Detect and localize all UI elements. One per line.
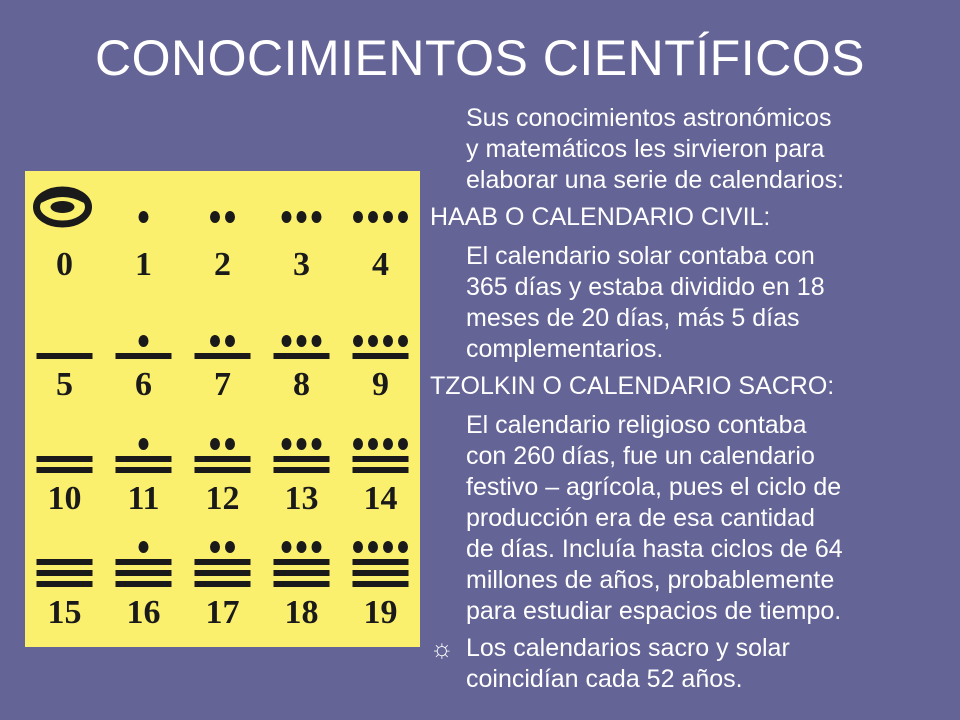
- numeral-dot: [225, 541, 235, 553]
- numeral-dot: [282, 335, 292, 347]
- numeral-bar: [195, 559, 251, 565]
- tzolkin-line: para estudiar espacios de tiempo.: [466, 597, 842, 625]
- numeral-dot: [210, 335, 220, 347]
- numeral-dot: [282, 211, 292, 223]
- numeral-label: 9: [372, 366, 389, 403]
- numeral-label: 14: [363, 480, 398, 517]
- numeral-dot: [383, 211, 393, 223]
- numeral-bar: [195, 353, 251, 359]
- numeral-dot: [210, 541, 220, 553]
- numeral-dot: [398, 541, 408, 553]
- numeral-dot: [353, 211, 363, 223]
- haab-line: complementarios.: [466, 335, 664, 363]
- numeral-dot: [383, 335, 393, 347]
- numeral-dot: [282, 541, 292, 553]
- numeral-dot: [398, 211, 408, 223]
- numeral-label: 1: [135, 246, 152, 283]
- numeral-bar: [353, 570, 409, 576]
- numeral-dot: [383, 438, 393, 450]
- numeral-bar: [274, 559, 330, 565]
- numeral-label: 4: [372, 246, 389, 283]
- numeral-bar: [274, 353, 330, 359]
- numeral-bar: [195, 570, 251, 576]
- numeral-dot: [297, 211, 307, 223]
- intro-line: y matemáticos les sirvieron para: [466, 135, 825, 163]
- numeral-dot: [368, 211, 378, 223]
- sun-bullet-icon: ☼: [430, 633, 454, 663]
- bullet-line: Los calendarios sacro y solar: [466, 634, 790, 662]
- numeral-dot: [225, 438, 235, 450]
- numeral-bar: [116, 570, 172, 576]
- tzolkin-line: de días. Incluía hasta ciclos de 64: [466, 535, 843, 563]
- slide-title: CONOCIMIENTOS CIENTÍFICOS: [95, 30, 865, 86]
- numeral-label: 3: [293, 246, 310, 283]
- numeral-bar: [37, 456, 93, 462]
- numeral-bar: [274, 456, 330, 462]
- numeral-bar: [274, 581, 330, 587]
- numeral-dot: [353, 541, 363, 553]
- intro-line: elaborar una serie de calendarios:: [466, 166, 845, 194]
- numeral-bar: [274, 467, 330, 473]
- numeral-bar: [195, 467, 251, 473]
- intro-line: Sus conocimientos astronómicos: [466, 104, 832, 132]
- bullet-item: [430, 633, 956, 695]
- shell-icon-arc: [41, 195, 85, 201]
- numeral-bar: [353, 581, 409, 587]
- numeral-dot: [353, 438, 363, 450]
- numeral-dot: [312, 211, 322, 223]
- numeral-label: 2: [214, 246, 231, 283]
- numeral-label: 17: [205, 594, 240, 631]
- numeral-dot: [210, 211, 220, 223]
- numeral-dot: [398, 335, 408, 347]
- numeral-dot: [139, 335, 149, 347]
- haab-paragraph: [430, 241, 956, 365]
- numeral-bar: [274, 570, 330, 576]
- numeral-dot: [368, 541, 378, 553]
- numeral-label: 10: [47, 480, 82, 517]
- numeral-label: 13: [284, 480, 319, 517]
- numeral-dot: [139, 211, 149, 223]
- slide-content: [430, 103, 956, 695]
- numeral-dot: [210, 438, 220, 450]
- numeral-label: 5: [56, 366, 73, 403]
- numeral-dot: [297, 541, 307, 553]
- bullet-line: coincidían cada 52 años.: [466, 665, 743, 693]
- numeral-dot: [368, 438, 378, 450]
- numeral-dot: [353, 335, 363, 347]
- numeral-dot: [297, 438, 307, 450]
- numeral-label: 0: [56, 246, 73, 283]
- haab-heading: HAAB O CALENDARIO CIVIL:: [430, 203, 771, 231]
- numeral-label: 11: [127, 480, 160, 517]
- bullet-text: [466, 633, 790, 695]
- haab-line: meses de 20 días, más 5 días: [466, 304, 800, 332]
- numeral-bar: [353, 467, 409, 473]
- numeral-dot: [383, 541, 393, 553]
- numeral-dot: [398, 438, 408, 450]
- numeral-bar: [116, 456, 172, 462]
- maya-numerals-chart: [25, 171, 420, 647]
- numeral-label: 18: [284, 594, 319, 631]
- shell-icon-center: [51, 201, 75, 213]
- numeral-bar: [37, 467, 93, 473]
- numeral-bar: [37, 570, 93, 576]
- numeral-bar: [116, 581, 172, 587]
- haab-line: El calendario solar contaba con: [466, 242, 815, 270]
- numeral-bar: [353, 353, 409, 359]
- numeral-label: 19: [363, 594, 398, 631]
- tzolkin-line: producción era de esa cantidad: [466, 504, 815, 532]
- numeral-bar: [353, 559, 409, 565]
- numeral-bar: [195, 456, 251, 462]
- numeral-dot: [139, 438, 149, 450]
- maya-numerals-figure: [25, 171, 420, 647]
- numeral-bar: [37, 353, 93, 359]
- numeral-dot: [225, 211, 235, 223]
- numeral-label: 8: [293, 366, 310, 403]
- numeral-bar: [353, 456, 409, 462]
- numeral-label: 15: [47, 594, 82, 631]
- haab-line: 365 días y estaba dividido en 18: [466, 273, 825, 301]
- tzolkin-line: millones de años, probablemente: [466, 566, 835, 594]
- numeral-dot: [368, 335, 378, 347]
- numeral-bar: [195, 581, 251, 587]
- numeral-dot: [139, 541, 149, 553]
- numeral-dot: [312, 541, 322, 553]
- intro-paragraph: [430, 103, 956, 196]
- numeral-dot: [282, 438, 292, 450]
- numeral-bar: [37, 559, 93, 565]
- numeral-label: 6: [135, 366, 152, 403]
- numeral-bar: [116, 353, 172, 359]
- numeral-bar: [37, 581, 93, 587]
- numeral-dot: [312, 438, 322, 450]
- numeral-dot: [297, 335, 307, 347]
- numeral-dot: [312, 335, 322, 347]
- numeral-label: 7: [214, 366, 231, 403]
- numeral-bar: [116, 467, 172, 473]
- numeral-label: 12: [205, 480, 240, 517]
- tzolkin-heading: TZOLKIN O CALENDARIO SACRO:: [430, 372, 835, 400]
- tzolkin-paragraph: [430, 410, 956, 627]
- numeral-label: 16: [126, 594, 161, 631]
- numeral-dot: [225, 335, 235, 347]
- tzolkin-line: El calendario religioso contaba: [466, 411, 807, 439]
- tzolkin-line: con 260 días, fue un calendario: [466, 442, 815, 470]
- tzolkin-line: festivo – agrícola, pues el ciclo de: [466, 473, 842, 501]
- numeral-bar: [116, 559, 172, 565]
